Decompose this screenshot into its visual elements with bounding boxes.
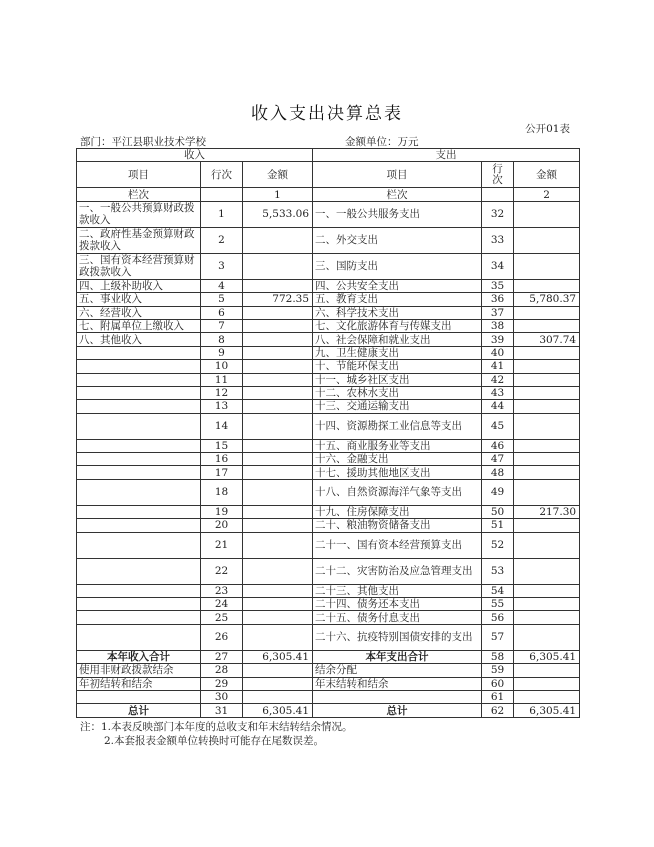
column-header-row [77,162,580,188]
income-item [77,453,201,466]
income-amount-header: 金额 [243,162,313,188]
income-row-number: 5 [201,293,243,306]
expense-item: 三、国防支出 [313,253,482,279]
income-row-number: 12 [201,386,243,399]
income-row-number: 27 [201,650,243,663]
income-item [77,466,201,479]
income-amount [243,505,313,518]
expense-amount [514,413,580,439]
income-item: 一、一般公共预算财政拨款收入 [77,201,201,227]
expense-item: 十九、住房保障支出 [313,505,482,518]
income-index-rowno [201,188,243,201]
table-row [77,227,580,253]
expense-amount-header: 金额 [514,162,580,188]
expense-item: 总计 [313,704,482,717]
expense-item: 四、公共安全支出 [313,279,482,292]
expense-item: 二、外交支出 [313,227,482,253]
footnotes [80,720,353,748]
table-row [77,558,580,584]
expense-amount [514,439,580,452]
income-item [77,360,201,373]
expense-row-number: 49 [482,479,514,505]
expense-item: 二十三、其他支出 [313,584,482,597]
footnote-1: 注：1.本表反映部门本年度的总收支和年末结转结余情况。 [80,721,353,733]
expense-item: 七、文化旅游体育与传媒支出 [313,319,482,332]
expense-item: 五、教育支出 [313,293,482,306]
income-row-number: 31 [201,704,243,717]
income-item [77,519,201,532]
income-amount [243,677,313,690]
income-row-number: 7 [201,319,243,332]
income-amount: 5,533.06 [243,201,313,227]
income-amount [243,519,313,532]
income-item [77,386,201,399]
expense-amount [514,201,580,227]
expense-item: 十八、自然资源海洋气象等支出 [313,479,482,505]
expense-amount [514,598,580,611]
income-row-number: 23 [201,584,243,597]
table-row [77,466,580,479]
income-amount: 6,305.41 [243,650,313,663]
income-item [77,400,201,413]
expense-amount: 307.74 [514,333,580,346]
expense-row-number: 39 [482,333,514,346]
table-row [77,279,580,292]
table-row [77,505,580,518]
table-row [77,413,580,439]
income-amount [243,346,313,359]
table-row [77,333,580,346]
income-item [77,690,201,703]
income-amount [243,253,313,279]
income-row-number: 21 [201,532,243,558]
expense-amount [514,558,580,584]
income-item: 五、事业收入 [77,293,201,306]
expense-amount [514,373,580,386]
expense-amount [514,400,580,413]
expense-row-number: 32 [482,201,514,227]
expense-row-number: 52 [482,532,514,558]
expense-amount [514,346,580,359]
income-row-number: 1 [201,201,243,227]
income-amount [243,279,313,292]
income-row-number: 6 [201,306,243,319]
expense-amount: 6,305.41 [514,650,580,663]
table-row [77,201,580,227]
income-row-number: 22 [201,558,243,584]
expense-amount [514,453,580,466]
income-item [77,479,201,505]
expense-row-number: 35 [482,279,514,292]
expense-row-number: 53 [482,558,514,584]
expense-section-header: 支出 [313,149,580,162]
table-row [77,664,580,677]
income-row-number: 15 [201,439,243,452]
expense-row-number: 55 [482,598,514,611]
expense-row-number: 57 [482,624,514,650]
expense-item: 二十二、灾害防治及应急管理支出 [313,558,482,584]
table-row [77,624,580,650]
expense-item: 十一、城乡社区支出 [313,373,482,386]
expense-item: 二十五、债务付息支出 [313,611,482,624]
expense-row-number: 34 [482,253,514,279]
income-row-number: 24 [201,598,243,611]
expense-row-number: 33 [482,227,514,253]
expense-row-number: 59 [482,664,514,677]
income-item-header: 项目 [77,162,201,188]
income-row-number: 26 [201,624,243,650]
table-row [77,346,580,359]
expense-item: 十、节能环保支出 [313,360,482,373]
income-amount [243,611,313,624]
income-item [77,505,201,518]
expense-item: 十三、交通运输支出 [313,400,482,413]
income-row-number: 11 [201,373,243,386]
income-item [77,558,201,584]
income-item: 六、经营收入 [77,306,201,319]
expense-row-number: 41 [482,360,514,373]
income-amount [243,386,313,399]
income-row-number: 8 [201,333,243,346]
income-item [77,598,201,611]
income-amount [243,690,313,703]
form-code: 公开01表 [525,123,570,135]
expense-row-number: 44 [482,400,514,413]
income-item: 总计 [77,704,201,717]
expense-item: 二十、粮油物资储备支出 [313,519,482,532]
expense-row-number: 40 [482,346,514,359]
expense-row-number: 56 [482,611,514,624]
amount-unit-label: 金额单位：万元 [345,136,419,148]
expense-item-header: 项目 [313,162,482,188]
income-amount: 6,305.41 [243,704,313,717]
income-row-number: 2 [201,227,243,253]
income-amount [243,360,313,373]
table-row [77,677,580,690]
expense-item: 本年支出合计 [313,650,482,663]
income-row-number: 28 [201,664,243,677]
section-header-row [77,149,580,162]
income-item [77,413,201,439]
expense-row-number: 43 [482,386,514,399]
expense-item: 九、卫生健康支出 [313,346,482,359]
income-item: 年初结转和结余 [77,677,201,690]
expense-item: 一、一般公共服务支出 [313,201,482,227]
income-rowno-header: 行次 [201,162,243,188]
table-row [77,584,580,597]
expense-row-number: 62 [482,704,514,717]
table-row [77,439,580,452]
expense-amount [514,624,580,650]
income-amount [243,453,313,466]
expense-row-number: 36 [482,293,514,306]
income-row-number: 20 [201,519,243,532]
income-item [77,584,201,597]
footnote-2: 2.本套报表金额单位转换时可能存在尾数误差。 [104,735,325,747]
expense-amount [514,519,580,532]
income-item: 四、上级补助收入 [77,279,201,292]
expense-amount [514,386,580,399]
income-item: 八、其他收入 [77,333,201,346]
expense-amount [514,479,580,505]
income-row-number: 25 [201,611,243,624]
expense-row-number: 46 [482,439,514,452]
expense-amount: 217.30 [514,505,580,518]
table-row [77,453,580,466]
income-row-number: 18 [201,479,243,505]
income-expense-table [76,148,580,718]
income-amount [243,558,313,584]
income-row-number: 9 [201,346,243,359]
expense-amount [514,306,580,319]
income-row-number: 29 [201,677,243,690]
income-amount [243,466,313,479]
expense-row-number: 60 [482,677,514,690]
table-row [77,611,580,624]
expense-amount [514,360,580,373]
income-amount [243,624,313,650]
expense-amount [514,227,580,253]
income-amount [243,413,313,439]
expense-item: 十五、商业服务业等支出 [313,439,482,452]
income-item [77,611,201,624]
income-amount [243,319,313,332]
table-row [77,532,580,558]
expense-row-number: 61 [482,690,514,703]
expense-item: 二十四、债务还本支出 [313,598,482,611]
income-amount [243,532,313,558]
income-row-number: 14 [201,413,243,439]
department-label: 部门：平江县职业技术学校 [80,136,206,148]
table-row [77,319,580,332]
expense-index-col: 2 [514,188,580,201]
expense-item: 结余分配 [313,664,482,677]
income-amount [243,373,313,386]
expense-item: 十七、援助其他地区支出 [313,466,482,479]
expense-row-number: 51 [482,519,514,532]
table-row [77,253,580,279]
income-item: 三、国有资本经营预算财政拨款收入 [77,253,201,279]
table-row [77,598,580,611]
income-item [77,532,201,558]
income-section-header: 收入 [77,149,313,162]
expense-row-number: 48 [482,466,514,479]
income-item: 二、政府性基金预算财政拨款收入 [77,227,201,253]
expense-row-number: 37 [482,306,514,319]
expense-item: 二十一、国有资本经营预算支出 [313,532,482,558]
expense-amount [514,532,580,558]
income-item: 本年收入合计 [77,650,201,663]
expense-row-number: 42 [482,373,514,386]
expense-item: 十二、农林水支出 [313,386,482,399]
table-row [77,400,580,413]
expense-item: 十六、金融支出 [313,453,482,466]
table-row [77,360,580,373]
subtotal-row [77,650,580,663]
table-row [77,306,580,319]
table-row [77,519,580,532]
expense-amount: 6,305.41 [514,704,580,717]
table-row [77,373,580,386]
income-amount [243,598,313,611]
income-item: 使用非财政拨款结余 [77,664,201,677]
income-row-number: 30 [201,690,243,703]
table-row [77,479,580,505]
income-amount [243,306,313,319]
income-row-number: 17 [201,466,243,479]
table-row [77,690,580,703]
expense-row-number: 54 [482,584,514,597]
income-item [77,373,201,386]
income-row-number: 19 [201,505,243,518]
income-row-number: 4 [201,279,243,292]
table-row [77,293,580,306]
expense-item: 二十六、抗疫特别国债安排的支出 [313,624,482,650]
expense-row-number: 50 [482,505,514,518]
expense-amount [514,279,580,292]
income-row-number: 10 [201,360,243,373]
income-amount [243,664,313,677]
expense-item [313,690,482,703]
income-index-label: 栏次 [77,188,201,201]
income-item: 七、附属单位上缴收入 [77,319,201,332]
expense-amount [514,584,580,597]
income-amount [243,439,313,452]
income-item [77,624,201,650]
expense-item: 六、科学技术支出 [313,306,482,319]
expense-amount [514,677,580,690]
expense-amount [514,611,580,624]
expense-index-label: 栏次 [313,188,482,201]
expense-rowno-header [482,162,514,188]
income-row-number: 3 [201,253,243,279]
expense-amount [514,253,580,279]
report-title: 收入支出决算总表 [251,104,403,124]
expense-amount [514,466,580,479]
table-row [77,386,580,399]
expense-item: 八、社会保障和就业支出 [313,333,482,346]
income-amount [243,479,313,505]
rowno-char-1: 行 [492,162,503,175]
expense-row-number: 58 [482,650,514,663]
expense-item: 十四、资源勘探工业信息等支出 [313,413,482,439]
total-row [77,704,580,717]
expense-amount [514,319,580,332]
expense-amount [514,664,580,677]
expense-amount: 5,780.37 [514,293,580,306]
income-index-col: 1 [243,188,313,201]
expense-row-number: 45 [482,413,514,439]
income-item [77,346,201,359]
column-index-row [77,188,580,201]
income-amount [243,227,313,253]
expense-item: 年末结转和结余 [313,677,482,690]
income-row-number: 13 [201,400,243,413]
expense-amount [514,690,580,703]
income-amount: 772.35 [243,293,313,306]
expense-index-rowno [482,188,514,201]
income-amount [243,584,313,597]
income-amount [243,333,313,346]
income-row-number: 16 [201,453,243,466]
income-item [77,439,201,452]
expense-row-number: 47 [482,453,514,466]
expense-row-number: 38 [482,319,514,332]
rowno-char-2: 次 [492,173,503,186]
income-amount [243,400,313,413]
